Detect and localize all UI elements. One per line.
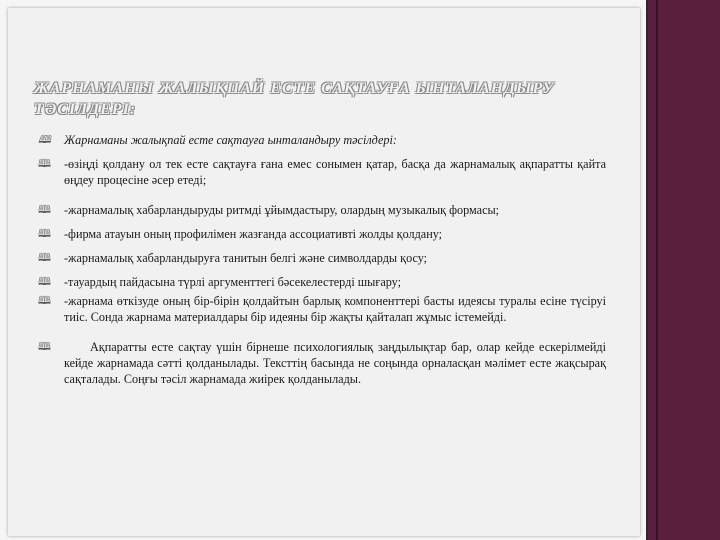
bullet-text: -фирма атауын оның профилімен жазғанда ассоциативті жолды қолдану; [64,227,443,241]
side-decoration-line [656,0,658,540]
side-decoration-bar [646,0,720,540]
bullet-text: -өзіңді қолдану ол тек есте сақтауға ғана емес сонымен қатар, басқа да жарнамалық ақпаратты қайта өңдеу процесіне әсер етеді; [64,157,606,187]
list-item [36,250,606,266]
book-icon: 🕮 [38,340,51,353]
list-item [36,293,606,325]
list-item [36,156,606,188]
bullet-text: -тауардың пайдасына түрлі аргументтегі бәсекелестерді шығару; [64,275,401,289]
bullet-list [36,132,606,387]
list-item [36,226,606,242]
list-item [36,202,606,218]
bullet-text: Жарнаманы жалықпай есте сақтауға ынталандыру тәсілдері: [64,133,397,147]
book-icon: 🕮 [38,251,51,264]
book-icon: 🕮 [38,294,51,307]
bullet-text: Ақпаратты есте сақтау үшін бірнеше психологиялық заңдылықтар бар, олар кейде ескерілмейді кейде жарнамада сәтті қолданылады. Тексттің басында не соңында орналасқан мәлімет есте жақсырақ сақталады. Соңғы тәсіл жарнамада жиірек қолданылады. [64,340,606,386]
bullet-text: -жарнамалық хабарландыруды ритмді ұйымдастыру, олардың музыкалық формасы; [64,203,500,217]
bullet-text: -жарнама өткізуде оның бір-бірін қолдайтын барлық компоненттері басты идеясы туралы есіне түсіруі тиіс. Сонда жарнама материалдары бір идеяны бір жақты қайталап жұмыс істемейді. [64,294,606,324]
book-icon: 🕮 [38,157,51,170]
book-icon: 🕮 [38,275,51,288]
bullet-text: -жарнамалық хабарландыруға танитын белгі және символдарды қосу; [64,251,428,265]
book-icon: 🕮 [38,227,51,240]
list-item [36,132,606,148]
list-item [36,339,606,387]
slide-title: ЖАРНАМАНЫ ЖАЛЫҚПАЙ ЕСТЕ САҚТАУҒА ЫНТАЛАНДЫРУ ТӘСІЛДЕРІ: [34,80,555,118]
list-item [36,274,606,290]
book-icon: 🕮 [38,133,51,146]
book-icon: 🕮 [38,203,51,216]
